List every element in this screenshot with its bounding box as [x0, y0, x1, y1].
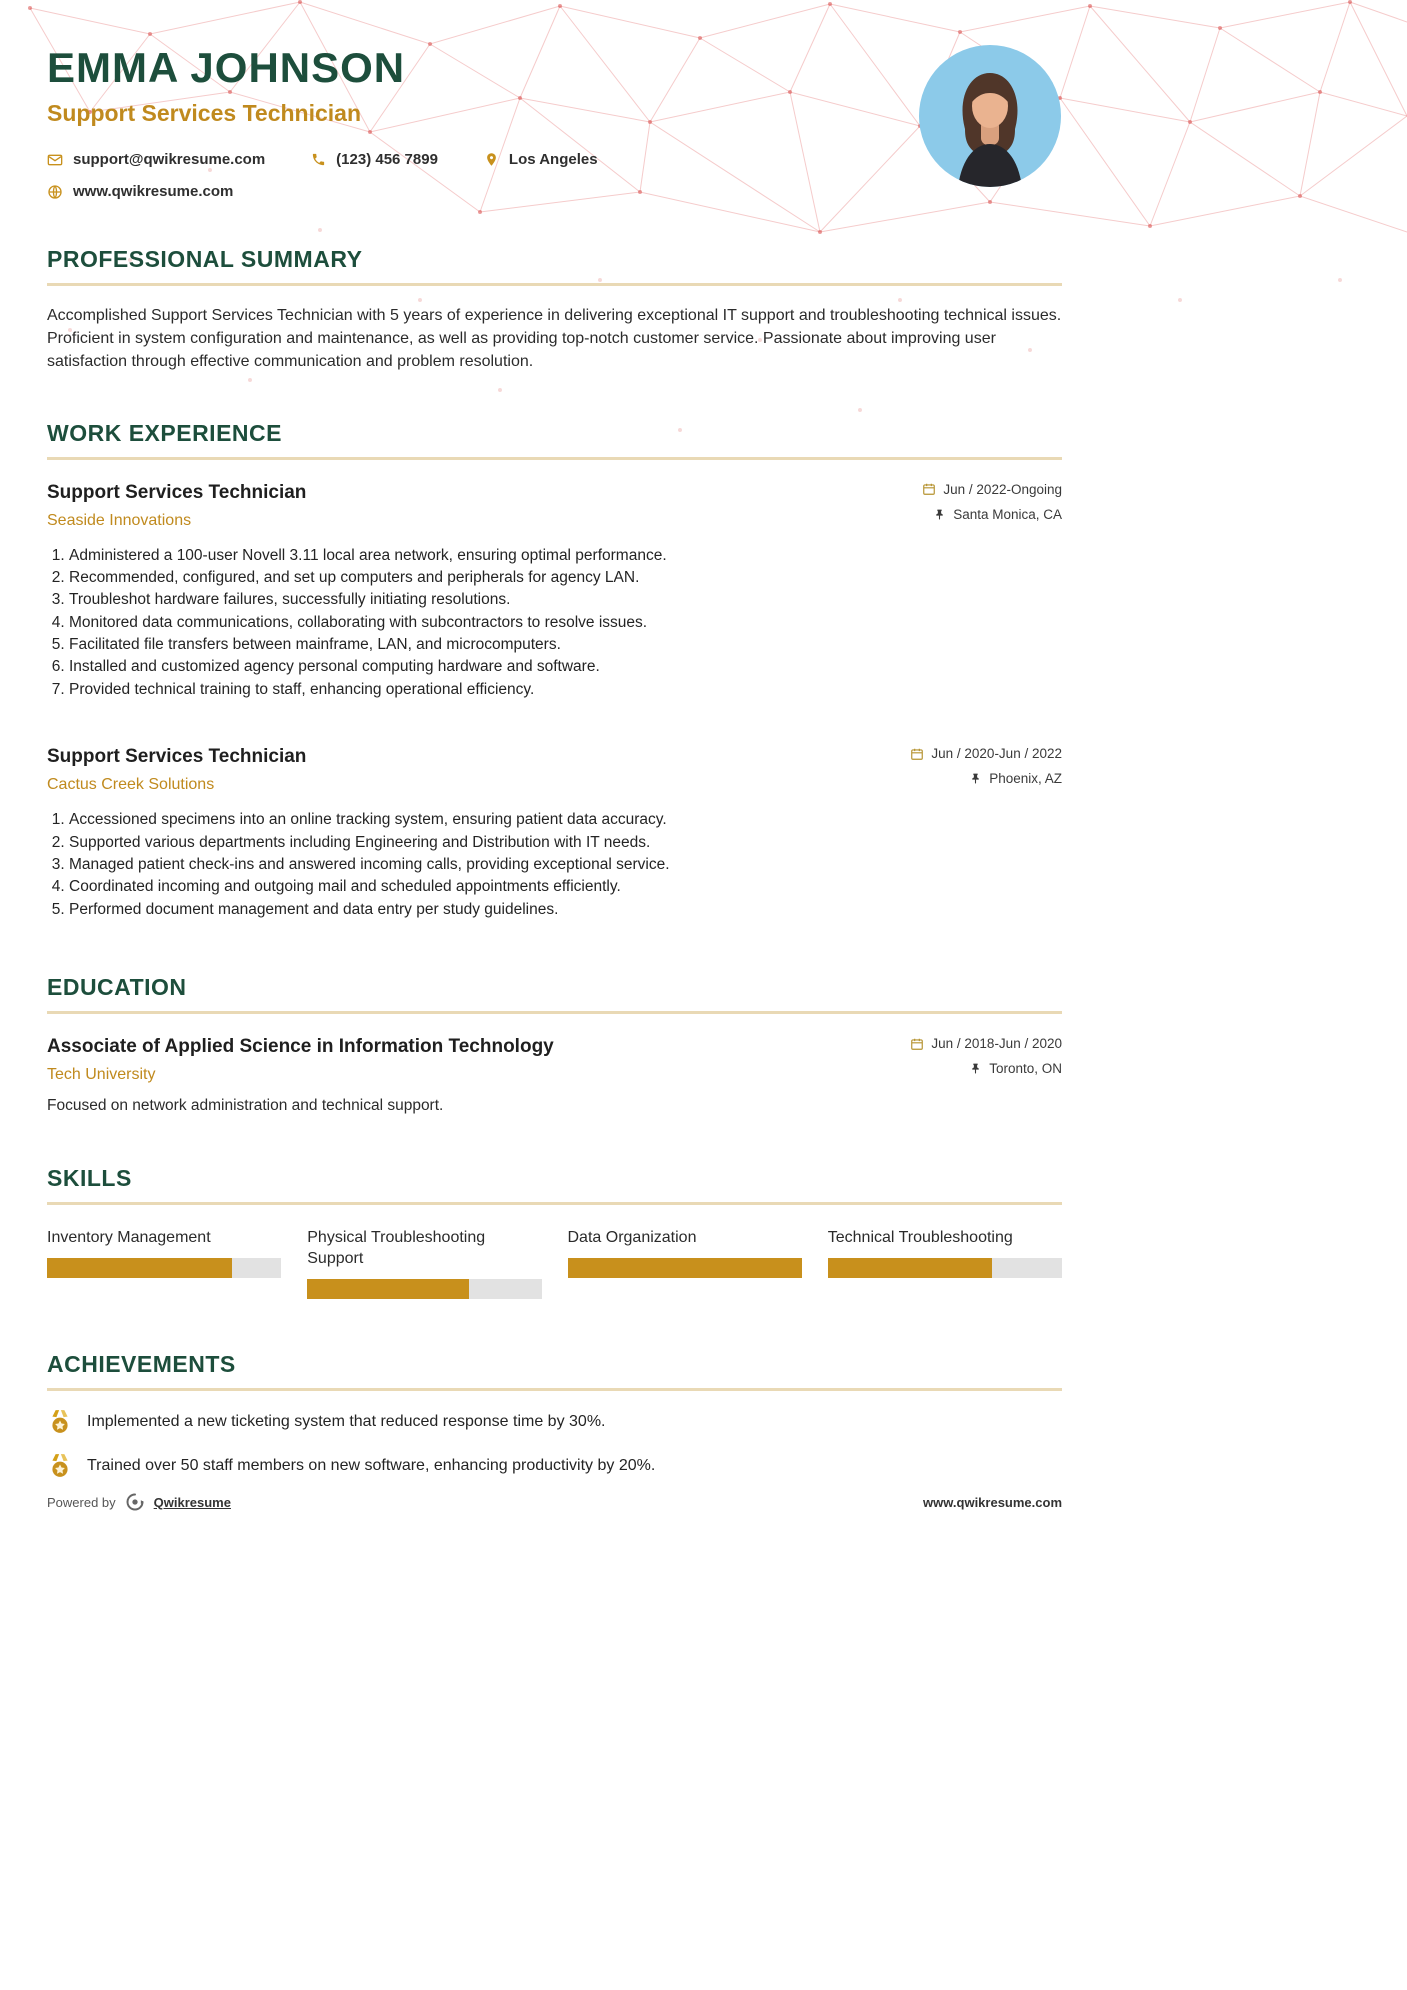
- skill-bar: [307, 1279, 541, 1299]
- job-bullet: 5. Performed document management and data entry per study guidelines.: [69, 899, 1062, 920]
- candidate-title: Support Services Technician: [47, 100, 362, 126]
- calendar-icon: [910, 1037, 924, 1051]
- avatar-portrait: [919, 45, 1061, 187]
- job-header: [47, 746, 1062, 794]
- skill-item: [828, 1227, 1062, 1299]
- brand-logo-icon: [125, 1492, 145, 1512]
- job-bullet: 4. Monitored data communications, collaborating with subcontractors to resolve issues.: [69, 612, 1062, 633]
- job-header: [47, 482, 1062, 530]
- summary-text: Accomplished Support Services Technician with 5 years of experience in delivering exceptional IT support and troubleshooting technical issues. Proficient in system configuration and maintenance, as well as providing top-notch customer service. Passionate about improving user satisfaction through effective communication and problem resolution.: [47, 307, 1062, 371]
- achievement-item: [47, 1453, 1062, 1479]
- skill-name: Data Organization: [567, 1229, 697, 1247]
- skill-name: Technical Troubleshooting: [827, 1229, 1013, 1247]
- job-dates-text: Jun / 2022-Ongoing: [943, 481, 1062, 497]
- skill-item: [47, 1227, 281, 1299]
- contact-website[interactable]: [47, 183, 233, 200]
- skill-item: [307, 1227, 541, 1299]
- skill-name: Physical Troubleshooting Support: [307, 1229, 486, 1268]
- medal-icon: [47, 1453, 73, 1479]
- achievement-text: Implemented a new ticketing system that reduced response time by 30%.: [87, 1413, 606, 1431]
- skills-heading: SKILLS: [47, 1165, 1062, 1205]
- skill-bar-fill: [568, 1258, 802, 1278]
- contact-location-text: Los Angeles: [508, 151, 598, 168]
- candidate-name: EMMA JOHNSON: [47, 44, 406, 91]
- job-dates-text: Jun / 2020-Jun / 2022: [931, 746, 1062, 762]
- degree-title: Associate of Applied Science in Information Technology: [47, 1036, 554, 1058]
- skill-item: [568, 1227, 802, 1299]
- job-bullet: 4. Coordinated incoming and outgoing mail and scheduled appointments efficiently.: [69, 876, 1062, 897]
- skill-bar-fill: [828, 1258, 992, 1278]
- powered-by-label: Powered by: [47, 1494, 116, 1510]
- footer-brand-group: [47, 1492, 231, 1512]
- achievements-heading: ACHIEVEMENTS: [47, 1351, 1062, 1391]
- job-bullet: 3. Managed patient check-ins and answered incoming calls, providing exceptional service.: [69, 854, 1062, 875]
- job-bullets: [47, 545, 1062, 701]
- education-location-text: Toronto, ON: [989, 1061, 1062, 1077]
- job-title: Support Services Technician: [47, 746, 307, 768]
- contact-row-2: [47, 183, 1062, 200]
- skill-bar: [828, 1258, 1062, 1278]
- section-summary: [47, 246, 1062, 374]
- education-dates: [910, 1036, 1062, 1051]
- calendar-icon: [910, 747, 924, 761]
- summary-heading: PROFESSIONAL SUMMARY: [47, 246, 1062, 286]
- contact-website-text: www.qwikresume.com: [73, 183, 234, 200]
- pushpin-icon: [969, 772, 982, 785]
- section-achievements: [47, 1351, 1062, 1479]
- education-header-left: [47, 1036, 554, 1084]
- skill-bar: [568, 1258, 802, 1278]
- globe-icon: [47, 184, 63, 200]
- contact-phone-text: (123) 456 7899: [336, 151, 438, 168]
- job-location-text: Phoenix, AZ: [989, 771, 1062, 787]
- section-education: [47, 974, 1062, 1115]
- achievements-list: [47, 1409, 1062, 1479]
- pushpin-icon: [933, 508, 946, 521]
- experience-heading: WORK EXPERIENCE: [47, 420, 1062, 460]
- job-title: Support Services Technician: [47, 481, 307, 503]
- job-bullet: 2. Recommended, configured, and set up computers and peripherals for agency LAN.: [69, 567, 1062, 588]
- job-company: Seaside Innovations: [47, 511, 192, 529]
- phone-icon: [311, 152, 326, 167]
- contact-email-text: support@qwikresume.com: [73, 151, 266, 168]
- brand-link[interactable]: Qwikresume: [153, 1494, 231, 1510]
- education-location: [910, 1061, 1062, 1076]
- contact-phone[interactable]: [311, 151, 438, 168]
- achievement-item: [47, 1409, 1062, 1435]
- footer-website[interactable]: www.qwikresume.com: [923, 1494, 1062, 1510]
- pushpin-icon: [969, 1062, 982, 1075]
- job-meta: [910, 746, 1062, 786]
- achievement-text: Trained over 50 staff members on new software, enhancing productivity by 20%.: [87, 1457, 656, 1475]
- contact-row-1: [47, 151, 1062, 168]
- job-bullet: 7. Provided technical training to staff, enhancing operational efficiency.: [69, 679, 1062, 700]
- job-dates: [910, 746, 1062, 761]
- job-dates: [922, 482, 1062, 497]
- education-header: [47, 1036, 1062, 1084]
- job-bullet: 5. Facilitated file transfers between mainframe, LAN, and microcomputers.: [69, 634, 1062, 655]
- contact-location: [484, 151, 598, 168]
- mail-icon: [47, 152, 63, 168]
- calendar-icon: [922, 482, 936, 496]
- header: [47, 44, 1062, 200]
- job-bullet: 1. Accessioned specimens into an online tracking system, ensuring patient data accuracy.: [69, 809, 1062, 830]
- job-entry: [47, 482, 1062, 701]
- job-company: Cactus Creek Solutions: [47, 776, 215, 794]
- job-header-left: [47, 746, 306, 794]
- skills-grid: [47, 1227, 1062, 1299]
- job-location: [910, 771, 1062, 786]
- job-location-text: Santa Monica, CA: [953, 506, 1062, 522]
- section-experience: [47, 420, 1062, 921]
- skill-name: Inventory Management: [47, 1229, 211, 1247]
- education-dates-text: Jun / 2018-Jun / 2020: [931, 1036, 1062, 1052]
- job-bullets: [47, 809, 1062, 920]
- avatar: [919, 45, 1061, 187]
- job-entry: [47, 746, 1062, 920]
- education-entry: [47, 1036, 1062, 1115]
- skill-bar-fill: [47, 1258, 232, 1278]
- job-meta: [922, 482, 1062, 522]
- section-skills: [47, 1165, 1062, 1299]
- education-heading: EDUCATION: [47, 974, 1062, 1014]
- education-meta: [910, 1036, 1062, 1076]
- job-header-left: [47, 482, 306, 530]
- medal-icon: [47, 1409, 73, 1435]
- skill-bar: [47, 1258, 281, 1278]
- job-bullet: 2. Supported various departments including Engineering and Distribution with IT needs.: [69, 832, 1062, 853]
- job-location: [922, 507, 1062, 522]
- education-description: Focused on network administration and technical support.: [47, 1097, 444, 1115]
- job-bullet: 1. Administered a 100-user Novell 3.11 local area network, ensuring optimal performance.: [69, 545, 1062, 566]
- contact-email[interactable]: [47, 151, 265, 168]
- school-name: Tech University: [47, 1066, 156, 1084]
- job-bullet: 6. Installed and customized agency personal computing hardware and software.: [69, 656, 1062, 677]
- skill-bar-fill: [307, 1279, 469, 1299]
- footer: [47, 1492, 1062, 1512]
- job-bullet: 3. Troubleshot hardware failures, successfully initiating resolutions.: [69, 589, 1062, 610]
- location-pin-icon: [484, 152, 499, 167]
